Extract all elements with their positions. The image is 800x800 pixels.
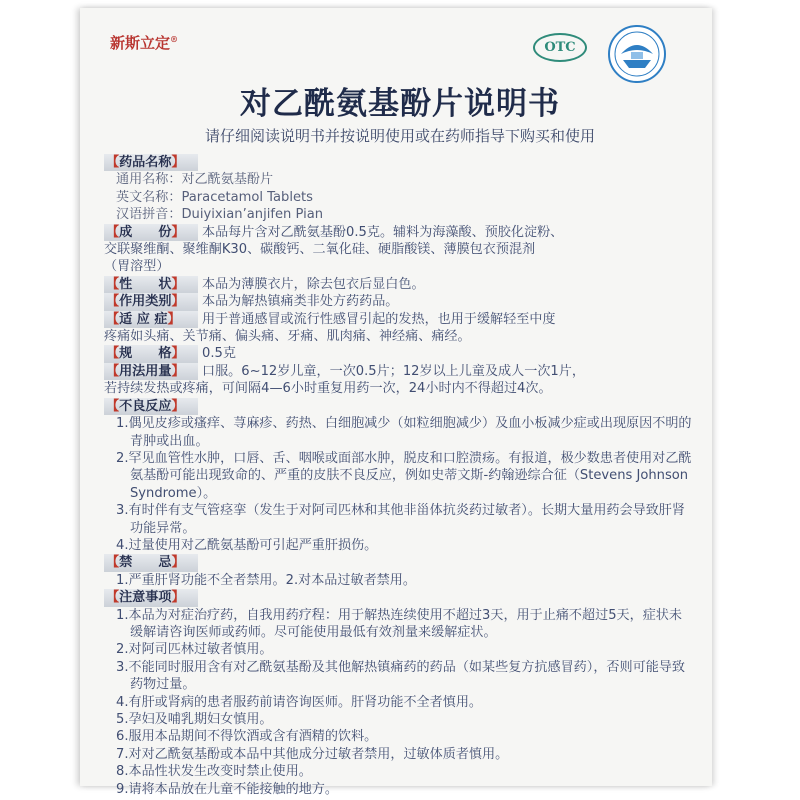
leaflet-content bbox=[104, 154, 694, 798]
otc-label: OTC bbox=[544, 40, 576, 55]
ingredients-line2: 交联聚维酮、聚维酮K30、碳酸钙、二氧化硅、硬脂酸镁、薄膜包衣预混剂 bbox=[104, 242, 536, 258]
section-indications bbox=[104, 311, 694, 328]
adverse-item: 2.罕见血管性水肿，口唇、舌、咽喉或面部水肿，脱皮和口腔溃疡。有报道，极少数患者使用对乙酰氨基酚可能出现致命的、严重的皮肤不良反应，例如史蒂文斯-约翰逊综合征（Stevens Johnson Syndrome）。 bbox=[116, 450, 692, 501]
brand-name: 新斯立定 bbox=[110, 34, 171, 52]
ingredients-line3: （胃溶型） bbox=[104, 259, 170, 275]
section-dosage bbox=[104, 363, 694, 380]
section-label: 【禁 忌】 bbox=[104, 554, 198, 571]
section-drug-name bbox=[104, 154, 694, 171]
spec-text: 0.5克 bbox=[202, 346, 236, 362]
precaution-item: 9.请将本品放在儿童不能接触的地方。 bbox=[116, 781, 338, 797]
common-name: 通用名称：对乙酰氨基酚片 bbox=[116, 172, 274, 188]
ingredients-line1: 本品每片含对乙酰氨基酚0.5克。辅料为海藻酸、预胶化淀粉、 bbox=[202, 224, 564, 240]
section-spec bbox=[104, 345, 694, 362]
section-label: 【规 格】 bbox=[104, 345, 198, 362]
section-label: 【不良反应】 bbox=[104, 398, 198, 415]
precaution-item: 6.服用本品期间不得饮酒或含有酒精的饮料。 bbox=[116, 729, 378, 745]
precaution-item: 5.孕妇及哺乳期妇女慎用。 bbox=[116, 712, 273, 727]
precaution-item: 4.有肝或肾病的患者服药前请咨询医师。肝肾功能不全者慎用。 bbox=[116, 694, 483, 710]
leaflet-title: 对乙酰氨基酚片说明书 bbox=[240, 86, 560, 122]
pinyin-name: 汉语拼音：Duiyixian’anjifen Pian bbox=[116, 207, 324, 223]
section-ingredients bbox=[104, 224, 694, 241]
otc-badge bbox=[533, 33, 587, 62]
registered-mark: ® bbox=[170, 34, 179, 44]
section-precautions bbox=[104, 589, 694, 606]
indications-line2: 疼痛如头痛、关节痛、偏头痛、牙痛、肌肉痛、神经痛、痛经。 bbox=[104, 329, 471, 345]
category-text: 本品为解热镇痛类非处方药药品。 bbox=[202, 294, 399, 310]
section-label: 【作用类别】 bbox=[104, 293, 198, 310]
section-label: 【注意事项】 bbox=[104, 589, 198, 606]
adverse-item: 3.有时伴有支气管痉挛（发生于对阿司匹林和其他非甾体抗炎药过敏者）。长期大量用药会导致肝肾功能异常。 bbox=[116, 503, 685, 536]
precaution-item: 1.本品为对症治疗药，自我用药疗程：用于解热连续使用不超过3天，用于止痛不超过5天，症状未缓解请咨询医师或药师。尽可能使用最低有效剂量来缓解症状。 bbox=[116, 607, 682, 640]
section-label: 【药品名称】 bbox=[104, 154, 198, 171]
otc-seal-icon bbox=[607, 24, 667, 84]
english-name: 英文名称：Paracetamol Tablets bbox=[116, 189, 313, 205]
precaution-item: 2.对阿司匹林过敏者慎用。 bbox=[116, 642, 273, 658]
brand-logo bbox=[110, 32, 178, 53]
appearance-text: 本品为薄膜衣片，除去包衣后显白色。 bbox=[202, 276, 425, 292]
dosage-line1: 口服。6~12岁儿童，一次0.5片；12岁以上儿童及成人一次1片， bbox=[202, 363, 585, 379]
section-category bbox=[104, 293, 694, 310]
adverse-item: 1.偶见皮疹或瘙痒、荨麻疹、药热、白细胞减少（如粒细胞减少）及血小板减少症或出现原因不明的青肿或出血。 bbox=[116, 416, 692, 449]
section-label: 【适 应 症】 bbox=[104, 311, 198, 328]
section-label: 【成 份】 bbox=[104, 224, 198, 241]
precaution-item: 3.不能同时服用含有对乙酰氨基酚及其他解热镇痛药的药品（如某些复方抗感冒药），否则可能导致药物过量。 bbox=[116, 659, 685, 693]
section-label: 【用法用量】 bbox=[104, 363, 198, 380]
leaflet-subtitle: 请仔细阅读说明书并按说明使用或在药师指导下购买和使用 bbox=[204, 127, 595, 145]
dosage-line2: 若持续发热或疼痛，可间隔4—6小时重复用药一次，24小时内不得超过4次。 bbox=[104, 381, 552, 397]
precaution-item: 7.对对乙酰氨基酚或本品中其他成分过敏者禁用，过敏体质者慎用。 bbox=[116, 746, 509, 762]
contraindications-text: 1.严重肝肾功能不全者禁用。2.对本品过敏者禁用。 bbox=[116, 572, 416, 588]
section-contraindications bbox=[104, 554, 694, 571]
section-appearance bbox=[104, 276, 694, 293]
adverse-item: 4.过量使用对乙酰氨基酚可引起严重肝损伤。 bbox=[116, 537, 378, 553]
indications-line1: 用于普通感冒或流行性感冒引起的发热，也用于缓解轻至中度 bbox=[202, 311, 556, 327]
precaution-item: 8.本品性状发生改变时禁止使用。 bbox=[116, 764, 312, 780]
section-label: 【性 状】 bbox=[104, 276, 198, 293]
section-adverse bbox=[104, 398, 694, 415]
